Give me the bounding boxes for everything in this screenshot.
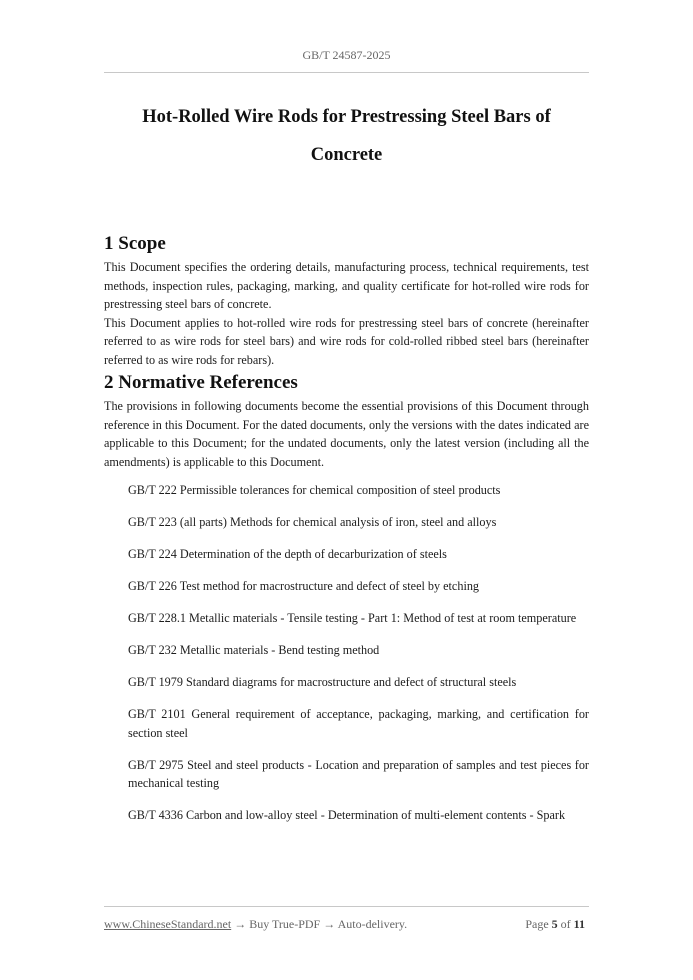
reference-item: GB/T 2975 Steel and steel products - Location and preparation of samples and test pieces for mechanical testing	[128, 757, 589, 790]
document-body	[104, 230, 589, 838]
reference-item: GB/T 226 Test method for macrostructure and defect of steel by etching	[128, 579, 480, 593]
normative-intro-paragraph: The provisions in following documents become the essential provisions of this Document through reference in this Document. For the dated documents, only the versions with the dates indicated are applicable to this Document; for the undated documents, only the latest version (including all the amendments) is applicable to this Document.	[104, 399, 589, 469]
arrow-right-icon: →	[323, 917, 336, 931]
page-total: 11	[573, 917, 585, 931]
page-number	[525, 917, 585, 932]
reference-item: GB/T 1979 Standard diagrams for macrostructure and defect of structural steels	[128, 675, 517, 689]
reference-item: GB/T 2101 General requirement of acceptance, packaging, marking, and certification for section steel	[128, 707, 589, 740]
reference-item: GB/T 224 Determination of the depth of decarburization of steels	[128, 547, 447, 561]
page-of-label: of	[560, 917, 571, 931]
reference-item: GB/T 222 Permissible tolerances for chemical composition of steel products	[128, 483, 501, 497]
section-heading-normative-references: 2 Normative References	[104, 372, 298, 393]
title-line-2: Concrete	[310, 145, 383, 165]
title-line-1: Hot-Rolled Wire Rods for Prestressing Steel Bars of	[142, 107, 551, 127]
normative-reference-list	[104, 481, 589, 825]
reference-item: GB/T 223 (all parts) Methods for chemical analysis of iron, steel and alloys	[128, 515, 497, 529]
buy-pdf-text: Buy True-PDF	[249, 917, 321, 931]
footer-divider	[104, 906, 589, 907]
arrow-right-icon: →	[234, 917, 247, 931]
footer-promo	[104, 917, 407, 932]
reference-item: GB/T 228.1 Metallic materials - Tensile testing - Part 1: Method of test at room temperature	[128, 611, 577, 625]
header-divider	[104, 72, 589, 73]
page-current: 5	[551, 917, 558, 931]
scope-paragraph-2: This Document applies to hot-rolled wire rods for prestressing steel bars of concrete (hereinafter referred to as wire rods for steel bars) and wire rods for cold-rolled ribbed steel bars (hereinafter referred to as wire rods for rebars).	[104, 315, 589, 367]
header-standard-code: GB/T 24587-2025	[302, 48, 391, 62]
page-label: Page	[525, 917, 549, 931]
reference-item: GB/T 232 Metallic materials - Bend testing method	[128, 643, 380, 657]
scope-paragraph-1: This Document specifies the ordering details, manufacturing process, technical requirements, test methods, inspection rules, packaging, marking, and quality certificate for hot-rolled wire rods for prestressing steel bars of concrete.	[104, 260, 589, 311]
section-heading-scope: 1 Scope	[104, 233, 166, 254]
auto-delivery-text: Auto-delivery.	[337, 917, 408, 931]
document-title	[104, 98, 589, 174]
reference-item: GB/T 4336 Carbon and low-alloy steel - Determination of multi-element contents - Spark	[128, 808, 566, 822]
website-link[interactable]: www.ChineseStandard.net	[104, 917, 232, 931]
